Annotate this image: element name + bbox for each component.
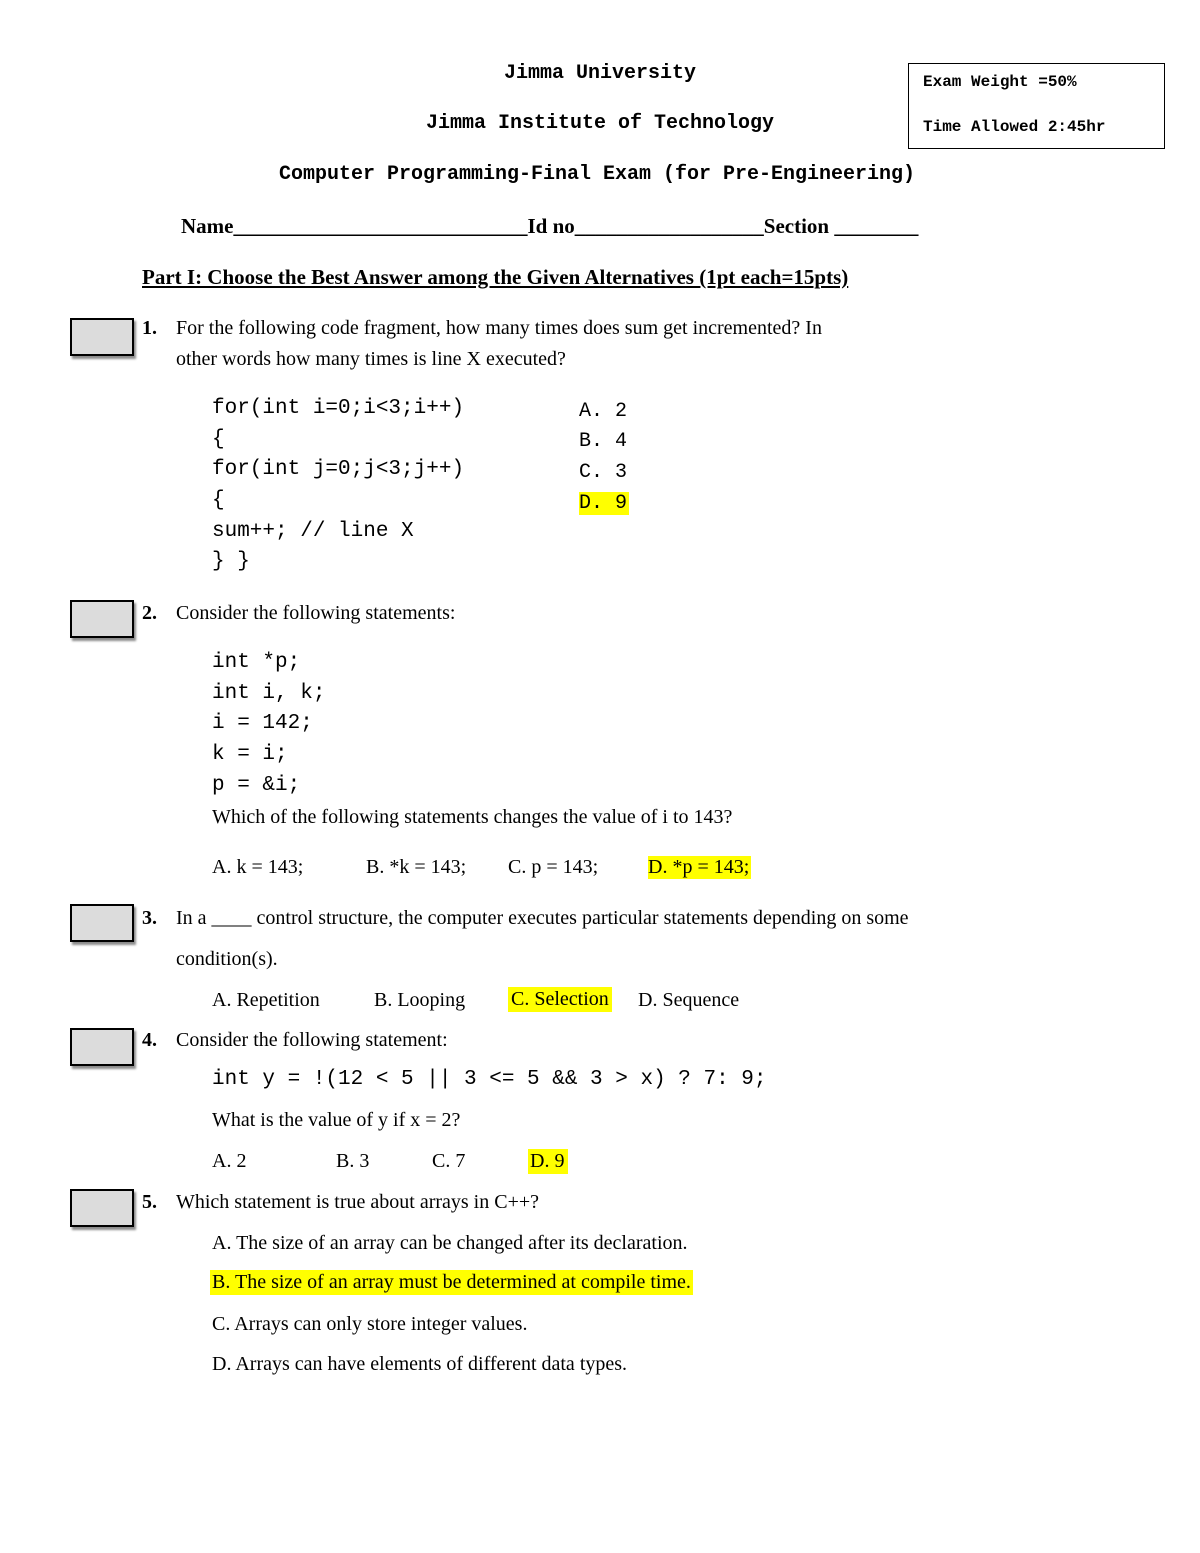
option-a[interactable]: A. k = 143; xyxy=(212,856,304,878)
question-text: Consider the following statements: xyxy=(176,602,456,624)
score-box-q3[interactable] xyxy=(70,904,134,942)
option-c[interactable]: C. Arrays can only store integer values. xyxy=(212,1313,528,1335)
question-number: 5. xyxy=(142,1191,157,1213)
score-box-q1[interactable] xyxy=(70,318,134,356)
score-box-q2[interactable] xyxy=(70,600,134,638)
option-d-correct[interactable]: D. *p = 143; xyxy=(648,856,750,878)
score-box-q5[interactable] xyxy=(70,1189,134,1227)
code-line: p = &i; xyxy=(212,774,301,797)
code-line: int y = !(12 < 5 || 3 <= 5 && 3 > x) ? 7: 9; xyxy=(212,1068,767,1091)
option-b[interactable]: B. 3 xyxy=(336,1150,370,1172)
question-text: Which statement is true about arrays in C++? xyxy=(176,1191,540,1213)
question-number: 3. xyxy=(142,907,157,929)
code-line: i = 142; xyxy=(212,712,313,735)
name-label: Name xyxy=(181,214,234,238)
option-d[interactable]: D. Arrays can have elements of different data types. xyxy=(212,1353,628,1375)
option-b-correct[interactable]: B. The size of an array must be determined at compile time. xyxy=(212,1271,691,1293)
institute-title: Jimma Institute of Technology xyxy=(425,112,775,135)
option-c[interactable]: C. p = 143; xyxy=(508,856,599,878)
question-text: Consider the following statement: xyxy=(176,1029,448,1051)
option-a[interactable]: A. The size of an array can be changed after its declaration. xyxy=(212,1232,688,1254)
question-text: For the following code fragment, how many times does sum get incremented? In xyxy=(176,317,822,339)
option-d-correct[interactable]: D. 9 xyxy=(579,492,628,515)
student-fields-row xyxy=(181,214,918,239)
question-number: 1. xyxy=(142,317,157,339)
code-line: { xyxy=(212,428,225,451)
option-d-correct[interactable]: D. 9 xyxy=(528,1149,568,1174)
code-line: } } xyxy=(212,550,250,573)
question-text: other words how many times is line X executed? xyxy=(176,348,566,370)
code-line: k = i; xyxy=(212,743,288,766)
code-line: int *p; xyxy=(212,651,301,674)
question-number: 4. xyxy=(142,1029,157,1051)
code-line: for(int j=0;j<3;j++) xyxy=(212,458,465,481)
option-c[interactable]: C. 3 xyxy=(579,461,628,484)
question-text: condition(s). xyxy=(176,948,278,970)
university-title: Jimma University xyxy=(503,62,697,85)
code-line: { xyxy=(212,489,225,512)
section-label: Section xyxy=(763,214,830,238)
option-c[interactable]: C. 7 xyxy=(432,1150,466,1172)
option-a[interactable]: A. Repetition xyxy=(212,989,320,1011)
score-box-q4[interactable] xyxy=(70,1028,134,1066)
option-a[interactable]: A. 2 xyxy=(579,400,628,423)
question-text: In a ____ control structure, the computer executes particular statements depending on some xyxy=(176,907,909,929)
option-b[interactable]: B. *k = 143; xyxy=(366,856,467,878)
question-number: 2. xyxy=(142,602,157,624)
option-b[interactable]: B. Looping xyxy=(374,989,466,1011)
section-field[interactable]: ________ xyxy=(829,214,919,238)
time-allowed: Time Allowed 2:45hr xyxy=(923,118,1106,136)
id-label: Id no xyxy=(527,214,575,238)
code-line: sum++; // line X xyxy=(212,520,414,543)
code-line: for(int i=0;i<3;i++) xyxy=(212,397,465,420)
exam-weight: Exam Weight =50% xyxy=(923,73,1077,91)
question-prompt: Which of the following statements changes the value of i to 143? xyxy=(212,806,733,828)
question-prompt: What is the value of y if x = 2? xyxy=(212,1109,461,1131)
id-field[interactable]: __________________ xyxy=(574,214,764,238)
option-a[interactable]: A. 2 xyxy=(212,1150,247,1172)
option-c-correct[interactable]: C. Selection xyxy=(508,987,612,1012)
exam-info-box xyxy=(908,63,1165,149)
part-title: Part I: Choose the Best Answer among the Given Alternatives (1pt each=15pts) xyxy=(142,265,849,289)
name-field[interactable]: ____________________________ xyxy=(233,214,528,238)
code-line: int i, k; xyxy=(212,682,326,705)
option-b[interactable]: B. 4 xyxy=(579,430,628,453)
option-d[interactable]: D. Sequence xyxy=(638,989,740,1011)
exam-title: Computer Programming-Final Exam (for Pre-Engineering) xyxy=(278,163,916,186)
